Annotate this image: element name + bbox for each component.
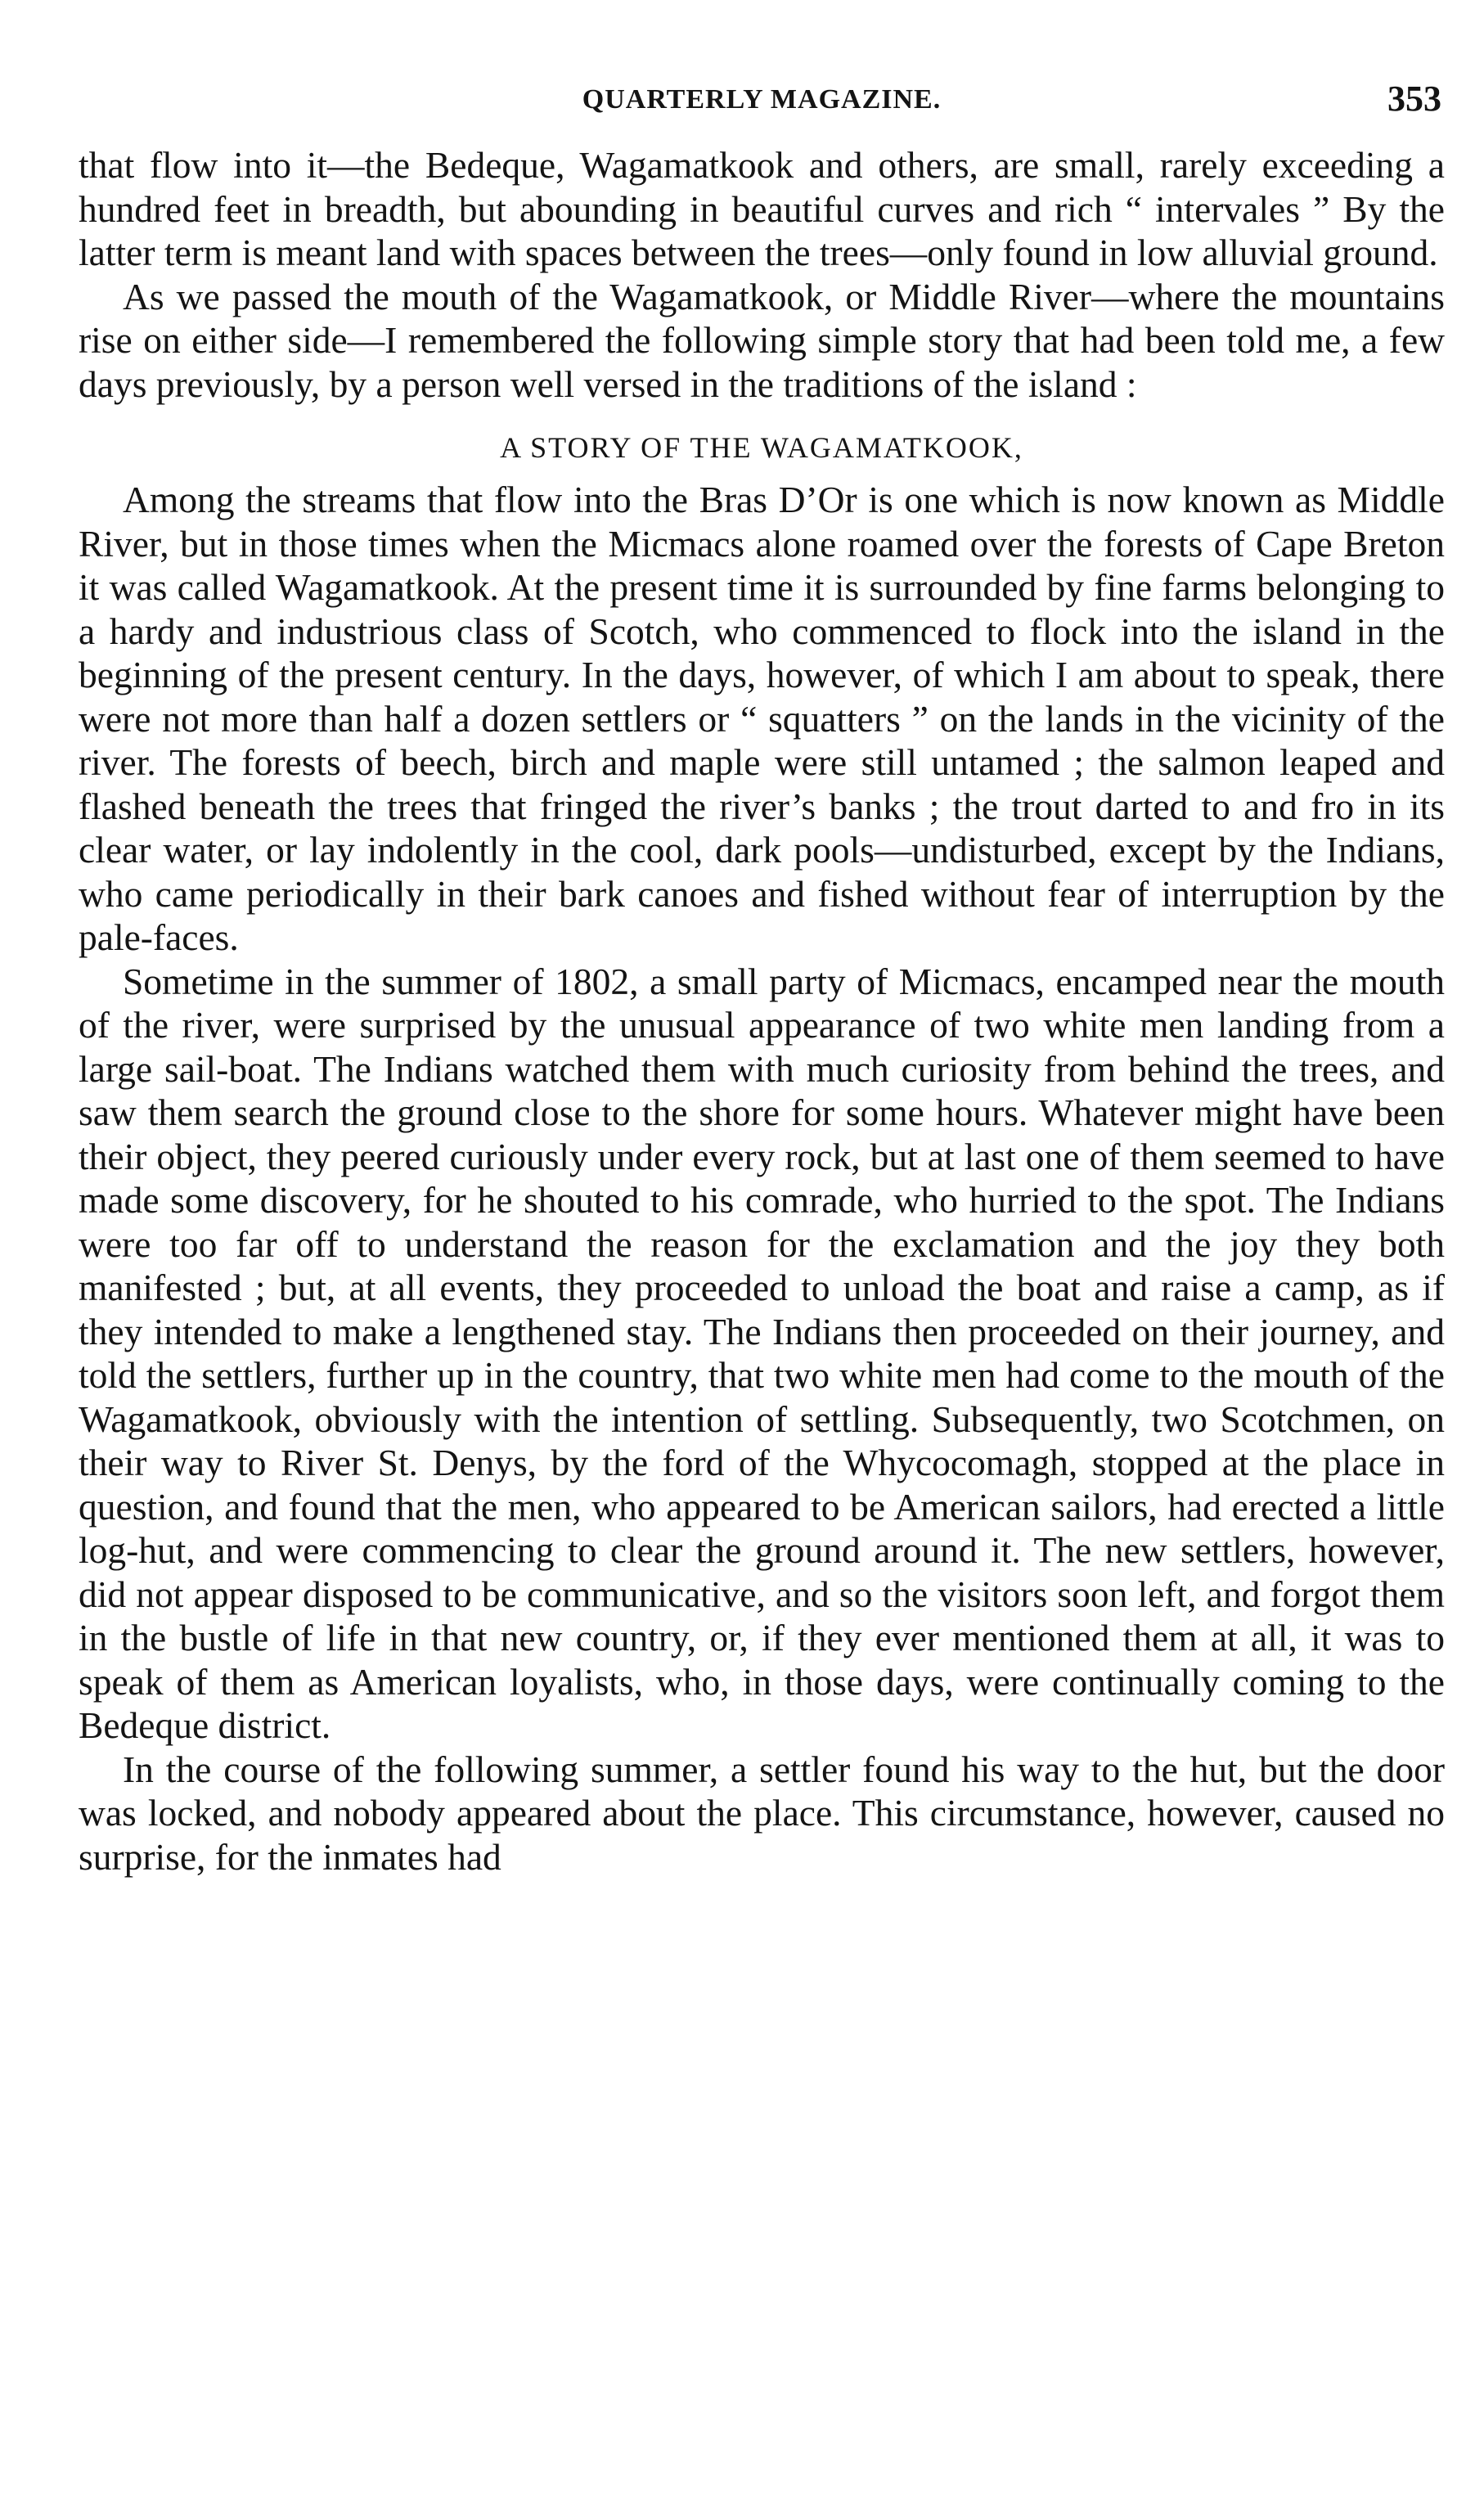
paragraph-intro: As we passed the mouth of the Wagamatkook, or Middle River—where the mountains rise on either side—I remembered the following simple story that had been told me, a few days previously, by a person well versed in the traditions of the island : [79,275,1445,405]
story-paragraph: Among the streams that flow into the Bras D’Or is one which is now known as Middle River, but in those times when the Micmacs alone roamed over the forests of Cape Breton it was called Wagamatkook. At the present time it is surrounded by fine farms belonging to a hardy and industrious class of Scotch, who commenced to flock into the island in the beginning of the present century. In the days, however, of which I am about to speak, there were not more than half a dozen settlers or “ squatters ” on the lands in the vicinity of the river. The forests of beech, birch and maple were still untamed ; the salmon leaped and flashed beneath the trees that fringed the river’s banks ; the trout darted to and fro in its clear water, or lay indolently in the cool, dark pools—undisturbed, except by the Indians, who came periodically in their bark canoes and fished without fear of interruption by the pale-faces. [79,479,1445,958]
magazine-page [79,78,1445,1879]
article-body [79,143,1445,1879]
story-title: A STORY OF THE WAGAMATKOOK, [500,431,1023,464]
paragraph-continuation: that flow into it—the Bedeque, Wagamatkook and others, are small, rarely exceeding a hundred feet in breadth, but abounding in beautiful curves and rich “ intervales ” By the latter term is meant land with spaces between the trees—only found in low alluvial ground. [79,144,1445,273]
running-title: QUARTERLY MAGAZINE. [582,84,942,115]
story-paragraph: Sometime in the summer of 1802, a small party of Micmacs, encamped near the mouth of the river, were surprised by the unusual appearance of two white men landing from a large sail-boat. The Indians watched them with much curiosity from behind the trees, and saw them search the ground close to the shore for some hours. Whatever might have been their object, they peered curiously under every rock, but at last one of them seemed to have made some discovery, for he shouted to his comrade, who hurried to the spot. The Indians were too far off to understand the reason for the exclamation and the joy they both manifested ; but, at all events, they proceeded to unload the boat and raise a camp, as if they intended to make a lengthened stay. The Indians then proceeded on their journey, and told the settlers, further up in the country, that two white men had come to the mouth of the Wagamatkook, obviously with the intention of settling. Subsequently, two Scotchmen, on their way to River St. Denys, by the ford of the Whycocomagh, stopped at the place in question, and found that the men, who appeared to be American sailors, had erected a little log-hut, and were commencing to clear the ground around it. The new settlers, however, did not appear disposed to be communicative, and so the visitors soon left, and forgot them in the bustle of life in that new country, or, if they ever mentioned them at all, it was to speak of them as American loyalists, who, in those days, were continually coming to the Bedeque district. [79,960,1445,1746]
running-head [79,78,1445,127]
page-number: 353 [1387,79,1441,119]
story-paragraph: In the course of the following summer, a settler found his way to the hut, but the door was locked, and nobody appeared about the place. This circumstance, however, caused no surprise, for the inmates had [79,1748,1445,1878]
